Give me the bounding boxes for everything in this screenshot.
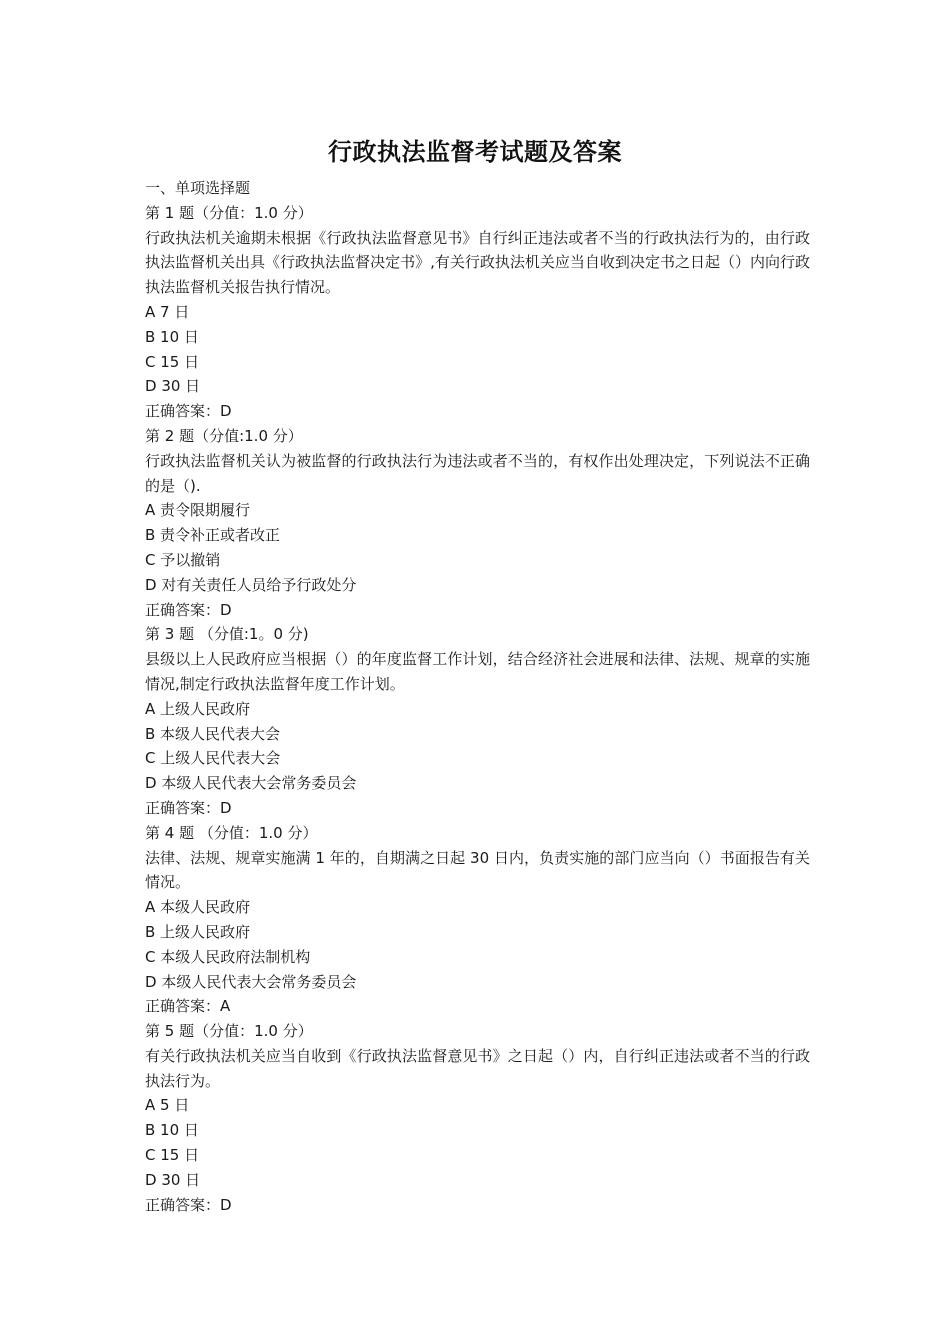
- correct-answer: 正确答案：D: [145, 402, 232, 421]
- question-header: 第 5 题（分值：1.0 分）: [145, 1022, 313, 1041]
- question-stem: 法律、法规、规章实施满 1 年的，自期满之日起 30 日内，负责实施的部门应当向（）书面报告有关情况。: [145, 848, 810, 892]
- correct-answer: 正确答案：D: [145, 798, 232, 817]
- document-title: 行政执法监督考试题及答案: [328, 137, 622, 166]
- option-b: B 10 日: [145, 327, 199, 346]
- question-5: [145, 1019, 810, 1217]
- option-c: C 予以撤销: [145, 550, 221, 569]
- option-d: D 30 日: [145, 377, 201, 396]
- option-c: C 15 日: [145, 1146, 200, 1165]
- correct-answer: 正确答案：A: [145, 997, 231, 1016]
- option-d: D 对有关责任人员给予行政处分: [145, 575, 357, 594]
- option-b: B 上级人民政府: [145, 922, 251, 941]
- option-d: D 30 日: [145, 1170, 201, 1189]
- option-a: A 责令限期履行: [145, 501, 251, 520]
- question-4: [145, 821, 810, 1019]
- correct-answer: 正确答案：D: [145, 1195, 232, 1214]
- option-a: A 5 日: [145, 1096, 190, 1115]
- option-a: A 上级人民政府: [145, 699, 251, 718]
- option-a: A 本级人民政府: [145, 898, 251, 917]
- question-header: 第 2 题（分值:1.0 分）: [145, 426, 303, 445]
- question-3: [145, 622, 810, 820]
- option-c: C 本级人民政府法制机构: [145, 947, 311, 966]
- option-d: D 本级人民代表大会常务委员会: [145, 972, 357, 991]
- option-a: A 7 日: [145, 302, 190, 321]
- option-b: B 10 日: [145, 1121, 199, 1140]
- option-d: D 本级人民代表大会常务委员会: [145, 774, 357, 793]
- option-c: C 上级人民代表大会: [145, 749, 281, 768]
- question-stem: 行政执法监督机关认为被监督的行政执法行为违法或者不当的，有权作出处理决定，下列说法不正确的是（).: [145, 451, 810, 495]
- question-stem: 行政执法机关逾期未根据《行政执法监督意见书》自行纠正违法或者不当的行政执法行为的，由行政执法监督机关出具《行政执法监督决定书》,有关行政执法机关应当自收到决定书之日起（）内向行政执法监督机关报告执行情况。: [145, 228, 810, 297]
- section-heading: 一、单项选择题: [145, 179, 251, 197]
- question-header: 第 4 题 （分值：1.0 分）: [145, 823, 318, 842]
- question-1: [145, 201, 810, 424]
- question-stem: 县级以上人民政府应当根据（）的年度监督工作计划，结合经济社会进展和法律、法规、规章的实施情况,制定行政执法监督年度工作计划。: [145, 650, 810, 693]
- question-2: [145, 424, 810, 622]
- option-b: B 本级人民代表大会: [145, 724, 281, 743]
- question-header: 第 1 题（分值：1.0 分）: [145, 203, 313, 222]
- document-body: [145, 176, 810, 1217]
- correct-answer: 正确答案：D: [145, 600, 232, 619]
- option-c: C 15 日: [145, 352, 200, 371]
- question-stem: 有关行政执法机关应当自收到《行政执法监督意见书》之日起（）内，自行纠正违法或者不当的行政执法行为。: [145, 1046, 810, 1090]
- question-header: 第 3 题 （分值:1。0 分): [145, 625, 309, 644]
- option-b: B 责令补正或者改正: [145, 526, 281, 545]
